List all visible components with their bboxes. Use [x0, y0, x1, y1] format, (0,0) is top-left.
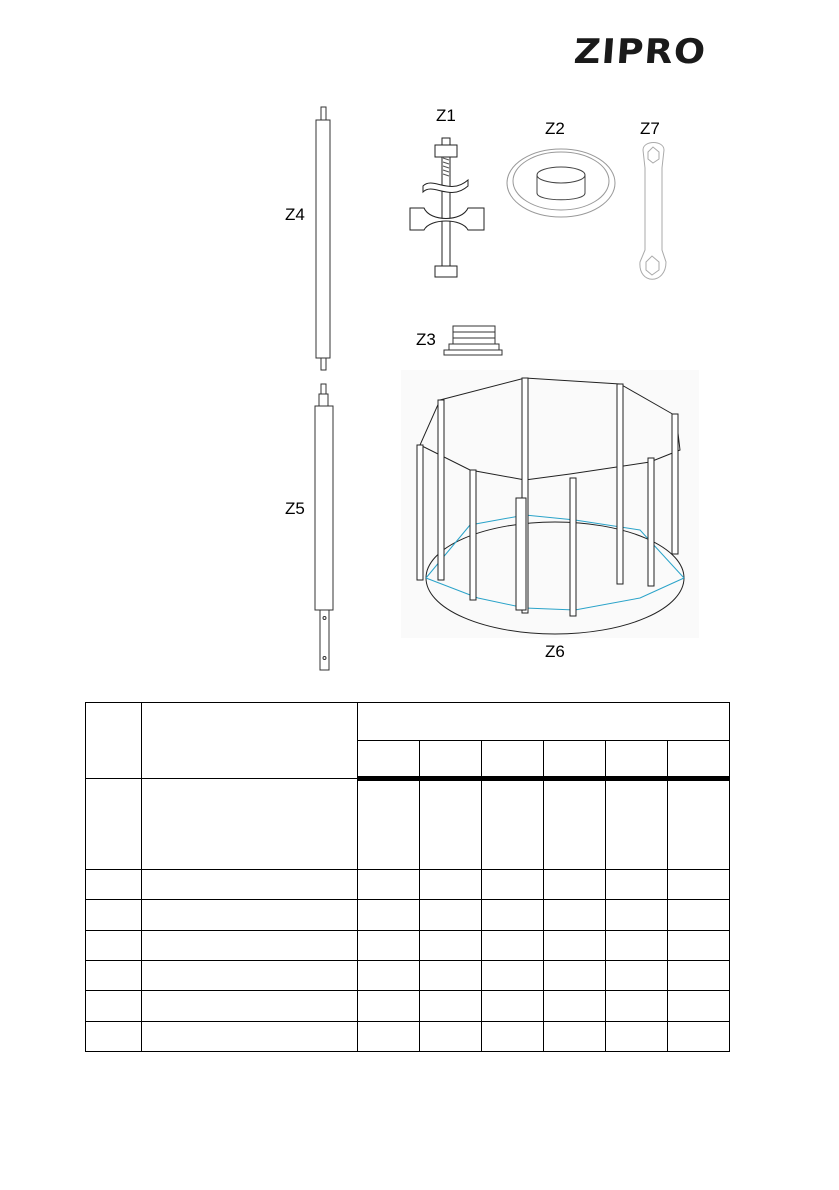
- subheader-cell: [482, 741, 544, 779]
- pole-z5-drawing: [315, 384, 333, 670]
- label-z1: Z1: [436, 106, 456, 125]
- wrench-z7-drawing: [640, 143, 666, 280]
- subheader-cell: [358, 741, 420, 779]
- header-cell-group: [358, 703, 730, 741]
- table-row: [86, 900, 730, 930]
- table-row: [86, 1021, 730, 1051]
- table-row: [86, 960, 730, 990]
- net-enclosure-z6-drawing: [401, 370, 699, 638]
- table-row: [86, 930, 730, 960]
- table-header-row: [86, 703, 730, 741]
- cap-z2-drawing: [507, 149, 615, 217]
- table-row: [86, 779, 730, 870]
- subheader-cell: [668, 741, 730, 779]
- label-z6: Z6: [545, 642, 565, 661]
- subheader-cell: [420, 741, 482, 779]
- pole-z4-drawing: [316, 107, 330, 370]
- subheader-cell: [544, 741, 606, 779]
- parts-table: [85, 702, 730, 1052]
- header-cell-name: [142, 703, 358, 779]
- label-z3: Z3: [416, 330, 436, 349]
- table-row: [86, 870, 730, 900]
- label-z4: Z4: [285, 205, 305, 224]
- header-cell-number: [86, 703, 142, 779]
- table-row: [86, 991, 730, 1021]
- label-z5: Z5: [285, 499, 305, 518]
- clamp-bolt-z1-drawing: [410, 138, 484, 277]
- label-z7: Z7: [640, 119, 660, 138]
- grommet-z3-drawing: [444, 326, 502, 355]
- subheader-cell: [606, 741, 668, 779]
- zipro-logo: ZIPRO: [572, 32, 708, 72]
- label-z2: Z2: [545, 119, 565, 138]
